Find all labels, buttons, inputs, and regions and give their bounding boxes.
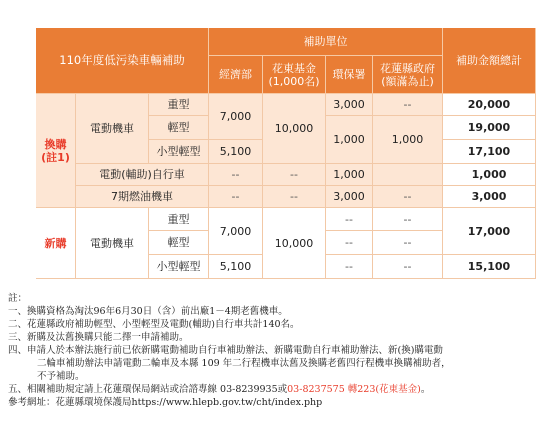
swap-epa-light: 1,000 bbox=[326, 116, 373, 164]
note-2: 二、花蓮縣政府補助輕型、小型輕型及電動(輔助)自行車共計140名。 bbox=[8, 319, 300, 330]
swap-moea-lower: 5,100 bbox=[209, 140, 263, 164]
swap-moea-upper: 7,000 bbox=[209, 94, 263, 140]
note-3: 三、新購及汰舊換購只能二擇一申請補助。 bbox=[8, 332, 189, 343]
new-epa-1: -- bbox=[326, 208, 373, 231]
moea-header: 經濟部 bbox=[209, 56, 263, 94]
new-county-1: -- bbox=[373, 208, 443, 231]
subsidy-table bbox=[36, 28, 536, 279]
new-total-small: 15,100 bbox=[443, 255, 536, 279]
swap-fuel-moea: -- bbox=[209, 186, 263, 208]
note-1: 一、換購資格為淘汰96年6月30日（含）前出廠1－4期老舊機車。 bbox=[8, 306, 288, 317]
swap-fuel-epa: 3,000 bbox=[326, 186, 373, 208]
new-epa-2: -- bbox=[326, 231, 373, 255]
swap-county-light: 1,000 bbox=[373, 116, 443, 164]
swap-light-label: 輕型 bbox=[149, 116, 209, 140]
new-small-light-label: 小型輕型 bbox=[149, 255, 209, 279]
new-moea-upper: 7,000 bbox=[209, 208, 263, 255]
note-4-line-3: 不予補助。 bbox=[37, 371, 85, 382]
note-5-hotline: 03-8237575 轉223(花東基金) bbox=[287, 384, 421, 395]
swap-heavy-label: 重型 bbox=[149, 94, 209, 116]
note-4-line-1: 四、申請人於本辦法施行前已依新購電動補助自行車補助辦法、新購電動自行車補助辦法、新(換)購電動 bbox=[8, 345, 443, 356]
new-county-3: -- bbox=[373, 255, 443, 279]
swap-fuel-county: -- bbox=[373, 186, 443, 208]
swap-total-heavy: 20,000 bbox=[443, 94, 536, 116]
new-scooter-label: 電動機車 bbox=[76, 208, 149, 279]
swap-epa-heavy: 3,000 bbox=[326, 94, 373, 116]
swap-fuel-label: 7期燃油機車 bbox=[76, 186, 209, 208]
hd-fund-header: 花東基金 (1,000名) bbox=[263, 56, 326, 94]
swap-fuel-total: 3,000 bbox=[443, 186, 536, 208]
unit-group-header: 補助單位 bbox=[209, 28, 443, 56]
new-label: 新購 bbox=[36, 208, 76, 279]
swap-total-small: 17,100 bbox=[443, 140, 536, 164]
new-hd-fund: 10,000 bbox=[263, 208, 326, 279]
table-title: 110年度低污染車輛補助 bbox=[36, 28, 209, 94]
swap-ebike-label: 電動(輔助)自行車 bbox=[76, 164, 209, 186]
swap-ebike-epa: 1,000 bbox=[326, 164, 373, 186]
notes-label: 註： bbox=[8, 293, 28, 304]
new-light-label: 輕型 bbox=[149, 231, 209, 255]
new-moea-lower: 5,100 bbox=[209, 255, 263, 279]
county-header: 花蓮縣政府 (額滿為止) bbox=[373, 56, 443, 94]
swap-ebike-county bbox=[373, 164, 443, 186]
new-heavy-label: 重型 bbox=[149, 208, 209, 231]
swap-county-heavy: -- bbox=[373, 94, 443, 116]
swap-small-light-label: 小型輕型 bbox=[149, 140, 209, 164]
note-5: 五、相關補助規定請上花蓮環保局網站或洽諮專線 03-8239935或03-8237575 轉223(花東基金)。 bbox=[8, 384, 431, 395]
reference-link[interactable]: 參考網址：花蓮縣環境保護局https://www.hlepb.gov.tw/cht/index.php bbox=[8, 397, 323, 408]
swap-scooter-label: 電動機車 bbox=[76, 94, 149, 164]
swap-fuel-hd: -- bbox=[263, 186, 326, 208]
swap-total-light: 19,000 bbox=[443, 116, 536, 140]
note-4-line-2: 二輪車補助辦法申請電動二輪車及本縣 109 年二行程機車汰舊及換購老舊四行程機車換購補助者， bbox=[37, 358, 451, 369]
notes-section bbox=[8, 292, 538, 409]
new-county-2: -- bbox=[373, 231, 443, 255]
total-header: 補助金額總計 bbox=[443, 28, 536, 94]
swap-ebike-total: 1,000 bbox=[443, 164, 536, 186]
swap-ebike-hd: -- bbox=[263, 164, 326, 186]
swap-ebike-moea: -- bbox=[209, 164, 263, 186]
new-total-upper: 17,000 bbox=[443, 208, 536, 255]
swap-hd-fund: 10,000 bbox=[263, 94, 326, 164]
new-epa-3: -- bbox=[326, 255, 373, 279]
epa-header: 環保署 bbox=[326, 56, 373, 94]
swap-label: 換購 (註1) bbox=[36, 94, 76, 208]
